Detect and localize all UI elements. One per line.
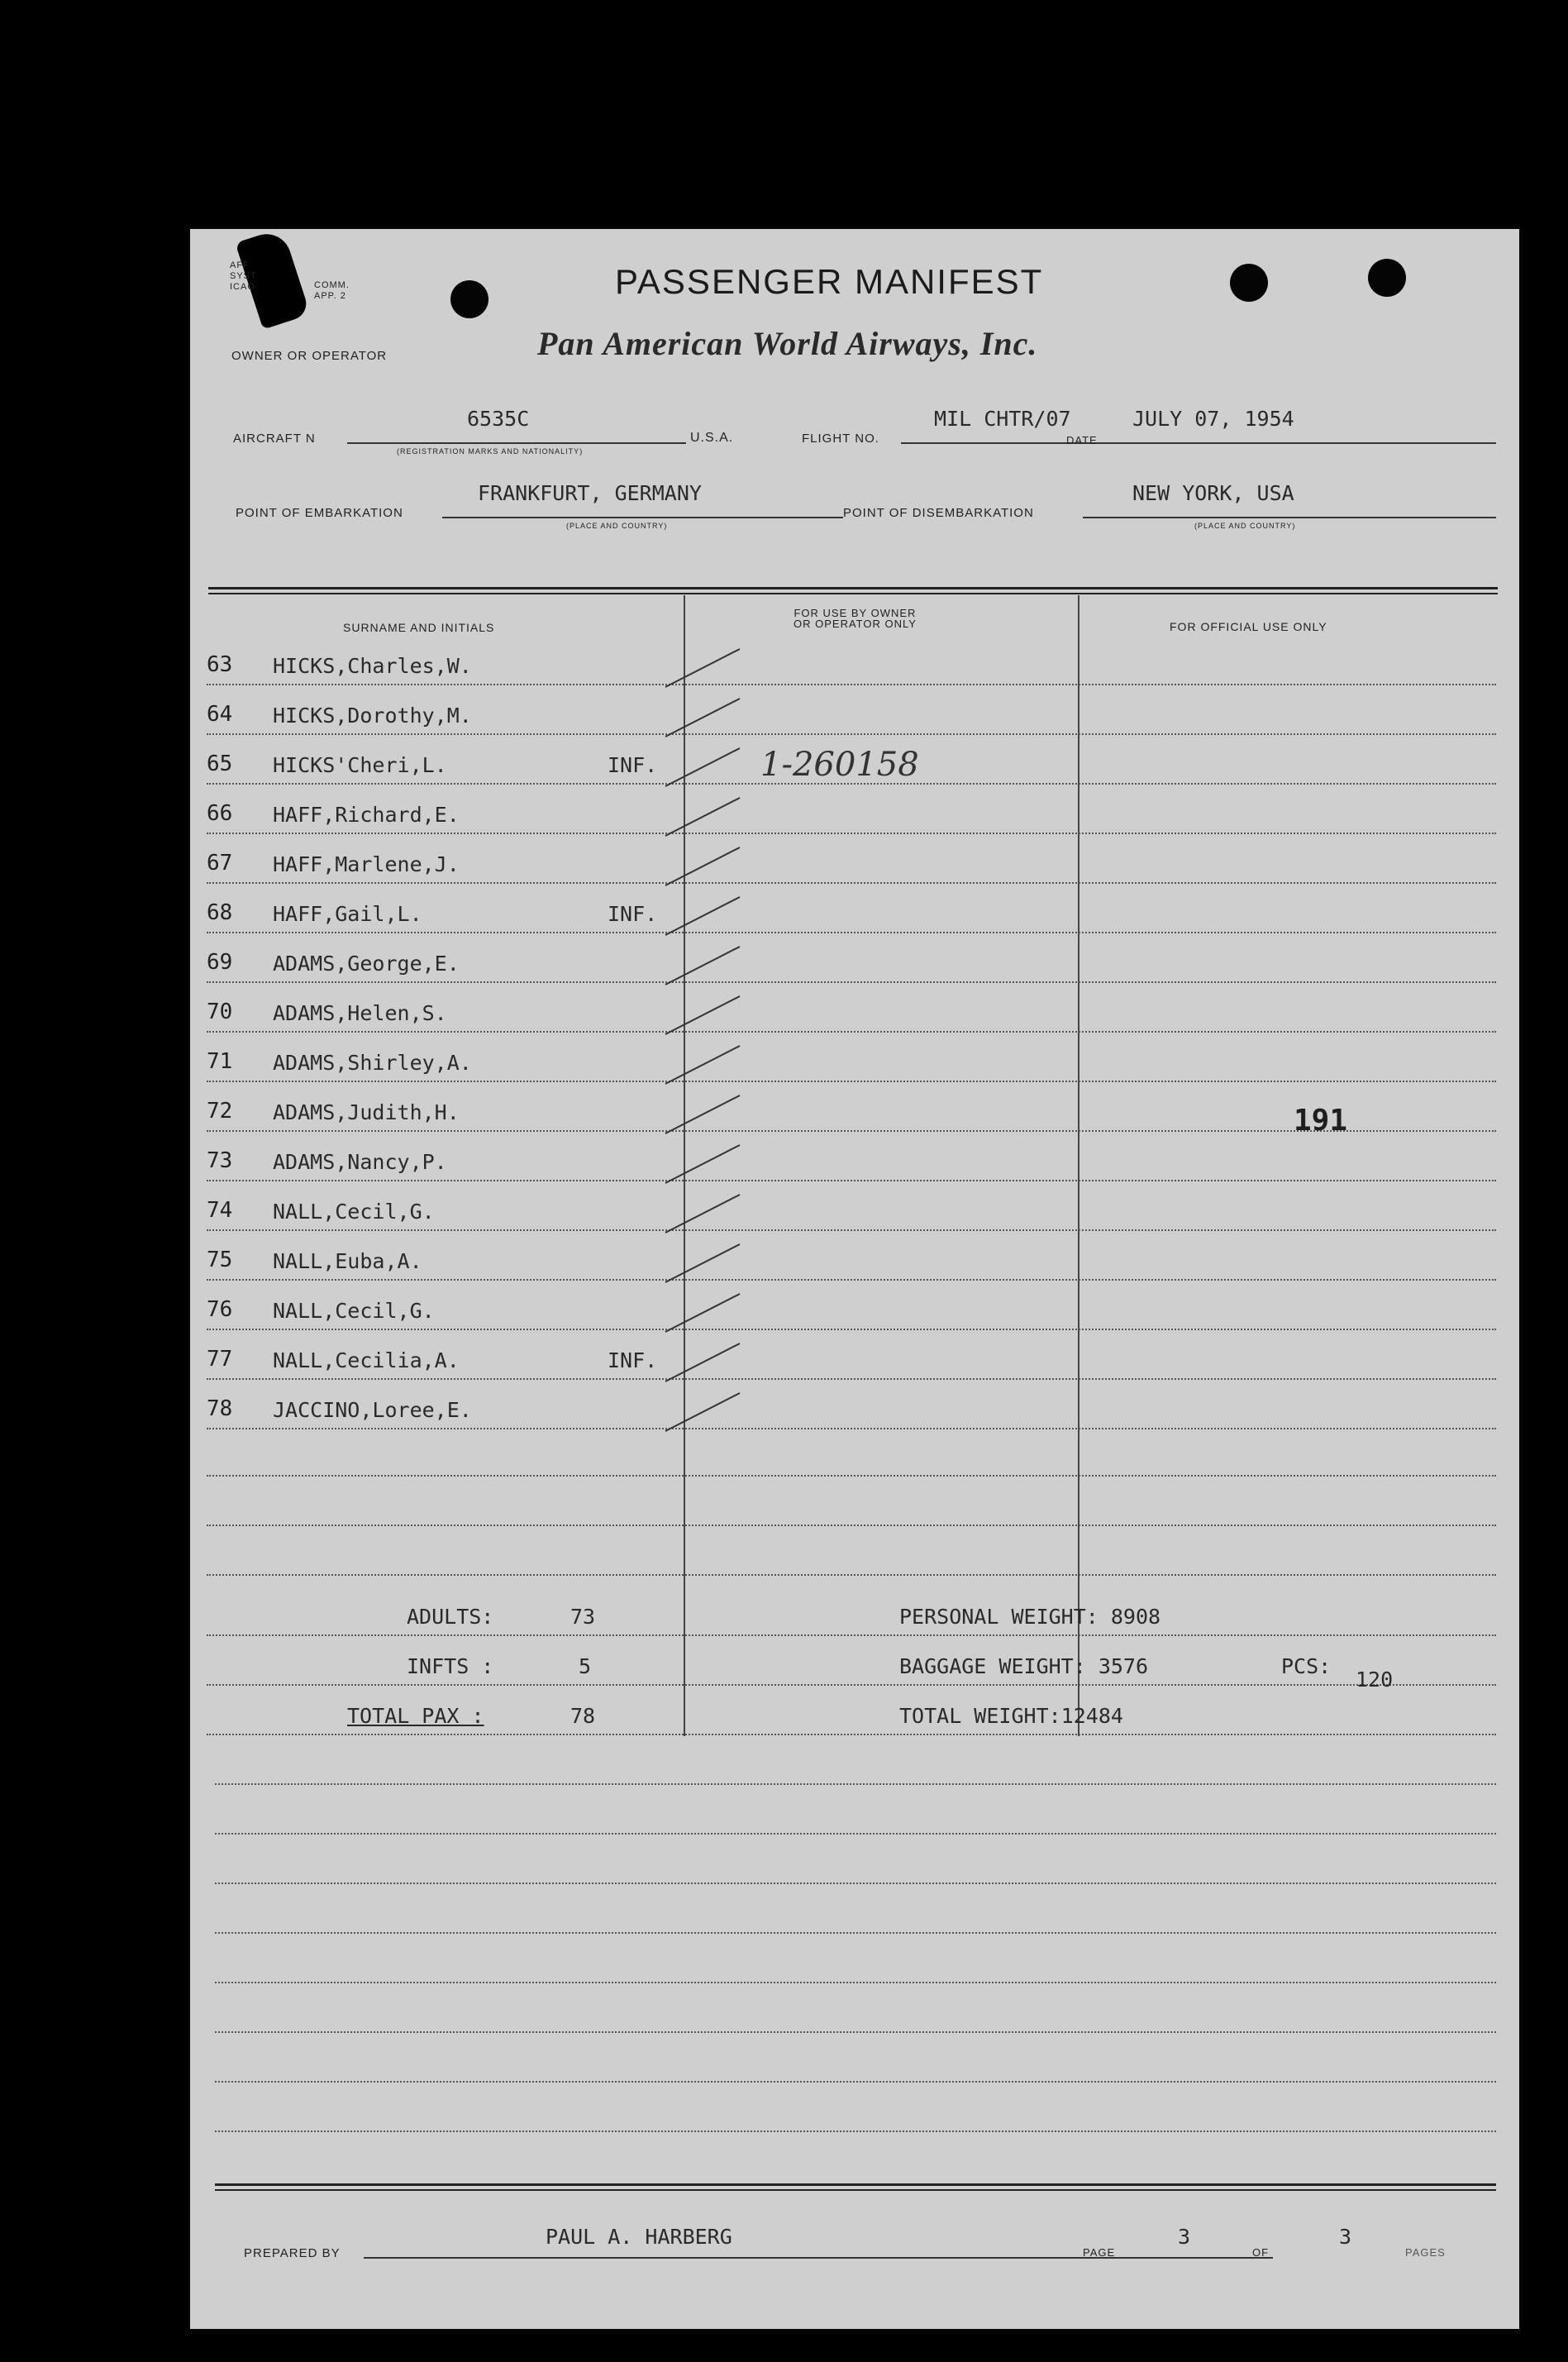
aircraft-label: AIRCRAFT N — [233, 432, 316, 446]
row-number: 70 — [207, 1000, 233, 1024]
row-rule — [215, 1833, 1496, 1835]
embarkation-value: FRANKFURT, GERMANY — [478, 481, 702, 505]
check-mark — [665, 748, 740, 786]
infant-note: INF. — [608, 902, 658, 926]
registration-note: (REGISTRATION MARKS AND NATIONALITY) — [397, 447, 584, 456]
manifest-sheet — [190, 229, 1519, 2329]
page-value: 3 — [1178, 2225, 1191, 2249]
check-mark — [665, 1095, 740, 1133]
infant-note: INF. — [608, 753, 658, 777]
flight-no-value: MIL CHTR/07 — [934, 407, 1071, 431]
row-rule — [215, 1982, 1496, 1983]
passenger-name: HICKS,Charles,W. — [273, 654, 472, 678]
row-number: 78 — [207, 1396, 233, 1421]
check-mark — [665, 947, 740, 985]
pieces-value: 120 — [1356, 1668, 1394, 1692]
prepared-by-value: PAUL A. HARBERG — [546, 2225, 732, 2249]
check-mark — [665, 798, 740, 836]
aircraft-value: 6535C — [467, 407, 530, 431]
row-rule — [215, 2131, 1496, 2132]
form-ref-line: AFF — [230, 260, 250, 270]
form-ref-line: ICAO — [230, 282, 255, 292]
row-rule — [215, 1882, 1496, 1884]
page-title: PASSENGER MANIFEST — [615, 262, 1044, 301]
infants-label: INFTS : — [407, 1654, 494, 1678]
personal-weight: PERSONAL WEIGHT: 8908 — [899, 1605, 1161, 1629]
flight-no-label: FLIGHT NO. — [802, 432, 879, 446]
form-ref-line: APP. 2 — [314, 291, 346, 301]
official-stamp-number: 191 — [1294, 1104, 1348, 1138]
passenger-name: HAFF,Marlene,J. — [273, 852, 460, 876]
check-mark — [665, 1145, 740, 1183]
page-label: PAGE — [1083, 2246, 1116, 2259]
row-rule — [215, 2031, 1496, 2033]
row-number: 77 — [207, 1347, 233, 1372]
infants-value: 5 — [579, 1654, 592, 1678]
row-number: 71 — [207, 1049, 233, 1074]
passenger-name: HICKS,Dorothy,M. — [273, 704, 472, 728]
passenger-name: ADAMS,Helen,S. — [273, 1001, 447, 1025]
row-rule — [215, 1932, 1496, 1934]
adults-value: 73 — [570, 1605, 596, 1629]
check-mark — [665, 1046, 740, 1084]
row-number: 63 — [207, 652, 233, 677]
passenger-name: NALL,Euba,A. — [273, 1249, 422, 1273]
check-mark — [665, 1244, 740, 1282]
disembarkation-label: POINT OF DISEMBARKATION — [843, 506, 1034, 520]
baggage-weight: BAGGAGE WEIGHT: 3576 — [899, 1654, 1149, 1678]
check-mark — [665, 996, 740, 1034]
row-number: 74 — [207, 1198, 233, 1223]
place-note: (PLACE AND COUNTRY) — [1194, 522, 1296, 530]
col-header-owner-line: FOR USE BY OWNER — [794, 607, 917, 619]
adults-label: ADULTS: — [407, 1605, 494, 1629]
row-number: 76 — [207, 1297, 233, 1322]
check-mark — [665, 1195, 740, 1233]
check-mark — [665, 897, 740, 935]
passenger-name: ADAMS,Nancy,P. — [273, 1150, 447, 1174]
check-mark — [665, 1294, 740, 1332]
passenger-name: JACCINO,Loree,E. — [273, 1398, 472, 1422]
row-number: 73 — [207, 1148, 233, 1173]
embarkation-label: POINT OF EMBARKATION — [236, 506, 403, 520]
passenger-name: NALL,Cecilia,A. — [273, 1348, 460, 1372]
footer-rule-bottom — [215, 2189, 1496, 2191]
passenger-name: HAFF,Gail,L. — [273, 902, 422, 926]
passenger-name: ADAMS,Shirley,A. — [273, 1051, 472, 1075]
total-weight: TOTAL WEIGHT:12484 — [899, 1704, 1123, 1728]
company-name: Pan American World Airways, Inc. — [537, 325, 1038, 362]
row-number: 75 — [207, 1248, 233, 1272]
check-mark — [665, 1393, 740, 1431]
footer-rule-top — [215, 2183, 1496, 2186]
usa-label: U.S.A. — [690, 431, 734, 445]
row-rule — [215, 1783, 1496, 1785]
pages-label: PAGES — [1405, 2246, 1446, 2259]
date-value: JULY 07, 1954 — [1132, 407, 1294, 431]
check-mark — [665, 699, 740, 737]
check-marks — [190, 229, 1519, 2329]
pieces-label: PCS: — [1281, 1654, 1332, 1678]
form-ref-line: COMM. — [314, 280, 350, 290]
total-pax-label: TOTAL PAX : — [347, 1704, 484, 1728]
handwritten-ticket-number: 1-260158 — [760, 746, 919, 784]
of-value: 3 — [1339, 2225, 1352, 2249]
col-header-surname: SURNAME AND INITIALS — [343, 621, 495, 634]
col-header-owner-line: OR OPERATOR ONLY — [794, 618, 917, 630]
passenger-name: ADAMS,Judith,H. — [273, 1100, 460, 1124]
check-mark — [665, 649, 740, 687]
form-ref-line: SYST — [230, 271, 257, 281]
prepared-by-label: PREPARED BY — [244, 2246, 341, 2260]
row-number: 68 — [207, 900, 233, 925]
row-number: 66 — [207, 801, 233, 826]
owner-label: OWNER OR OPERATOR — [231, 349, 388, 363]
row-rule — [215, 2081, 1496, 2083]
check-mark — [665, 847, 740, 885]
total-pax-value: 78 — [570, 1704, 596, 1728]
col-header-official: FOR OFFICIAL USE ONLY — [1170, 620, 1327, 633]
passenger-name: ADAMS,George,E. — [273, 952, 460, 976]
passenger-name: NALL,Cecil,G. — [273, 1299, 435, 1323]
row-number: 64 — [207, 702, 233, 727]
infant-note: INF. — [608, 1348, 658, 1372]
passenger-name: HICKS'Cheri,L. — [273, 753, 447, 777]
passenger-name: HAFF,Richard,E. — [273, 803, 460, 827]
date-label: DATE — [1066, 434, 1098, 446]
disembarkation-value: NEW YORK, USA — [1132, 481, 1294, 505]
row-number: 67 — [207, 851, 233, 876]
row-number: 72 — [207, 1099, 233, 1124]
of-label: OF — [1252, 2246, 1270, 2259]
check-mark — [665, 1343, 740, 1381]
row-number: 65 — [207, 752, 233, 776]
row-number: 69 — [207, 950, 233, 975]
prepared-underline — [364, 2257, 1273, 2259]
passenger-name: NALL,Cecil,G. — [273, 1200, 435, 1224]
place-note: (PLACE AND COUNTRY) — [566, 522, 668, 530]
